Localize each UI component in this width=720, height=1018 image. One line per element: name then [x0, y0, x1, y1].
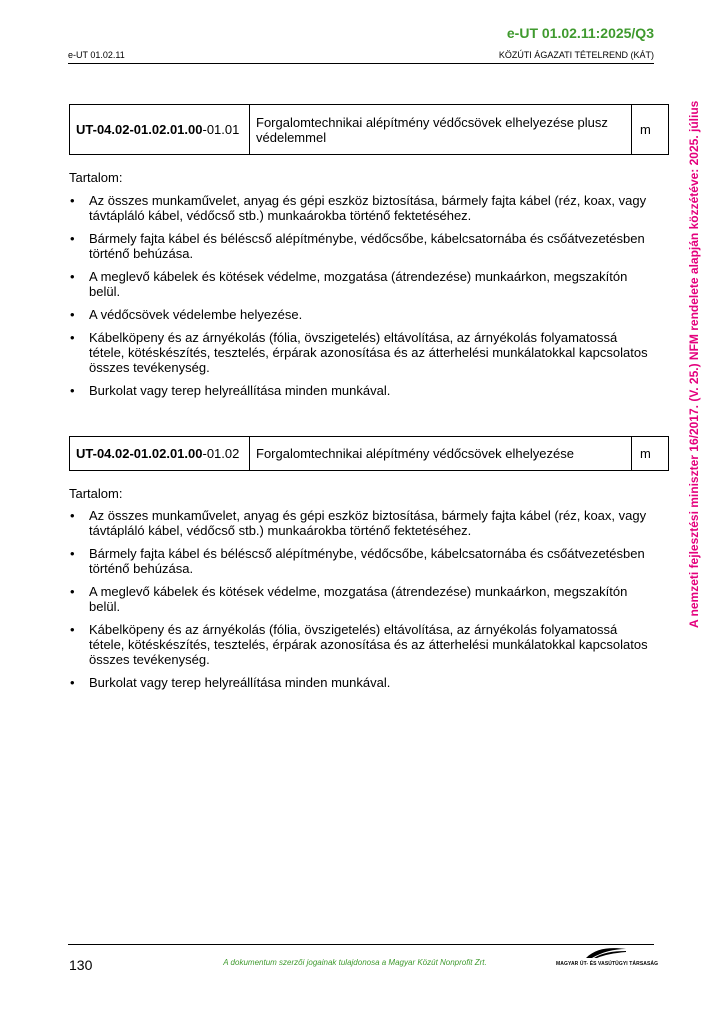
society-logo — [556, 946, 659, 972]
item-table-1 — [69, 104, 669, 155]
content-list-2 — [69, 508, 649, 698]
list-item: • A védőcsövek védelembe helyezése. — [69, 307, 649, 322]
item-table-2 — [69, 436, 669, 471]
content-label: Tartalom: — [69, 170, 123, 185]
list-item: • Kábelköpeny és az árnyékolás (fólia, övszigetelés) eltávolítása, az árnyékolás folyamatossá tétele, kötéskészítés, tesztelés, érpárak azonosítása és az átterhelési munkálatokkal kapcsolatos összes tevékenység. — [69, 622, 649, 667]
copyright-notice: A dokumentum szerzői jogainak tulajdonosa a Magyar Közút Nonprofit Zrt. — [223, 958, 487, 967]
item-code-bold: UT-04.02-01.02.01.00 — [76, 446, 203, 461]
road-swoosh-icon — [584, 946, 628, 960]
list-item: • Bármely fajta kábel és béléscső alépítménybe, védőcsőbe, kábelcsatornába és csőátvezetésben történő behúzása. — [69, 231, 649, 261]
list-item: • A meglevő kábelek és kötések védelme, mozgatása (átrendezése) munkaárkon, megszakítón belül. — [69, 269, 649, 299]
item-row — [70, 105, 669, 155]
list-item: • Az összes munkaművelet, anyag és gépi eszköz biztosítása, bármely fajta kábel (réz, koax, vagy távtápláló kábel, védőcső stb.) munkaárokba történő fektetéséhez. — [69, 508, 649, 538]
publication-side-note: A nemzeti fejlesztési miniszter 16/2017. (V. 25.) NFM rendelete alapján közzétéve: 2025. július — [687, 100, 701, 628]
page-number: 130 — [69, 957, 93, 973]
header-document-title: KÖZÚTI ÁGAZATI TÉTELREND (KÁT) — [498, 50, 654, 60]
list-item: • Az összes munkaművelet, anyag és gépi eszköz biztosítása, bármely fajta kábel (réz, koax, vagy távtápláló kábel, védőcső stb.) munkaárokba történő fektetéséhez. — [69, 193, 649, 223]
list-item: • Bármely fajta kábel és béléscső alépítménybe, védőcsőbe, kábelcsatornába és csőátvezetésben történő behúzása. — [69, 546, 649, 576]
footer-divider — [68, 944, 654, 945]
list-item: • Burkolat vagy terep helyreállítása minden munkával. — [69, 675, 649, 690]
content-label: Tartalom: — [69, 486, 123, 501]
item-unit: m — [632, 105, 669, 155]
header-divider — [68, 63, 654, 64]
content-list-1 — [69, 193, 649, 406]
item-code-suffix: -01.01 — [202, 122, 240, 137]
item-description: Forgalomtechnikai alépítmény védőcsövek elhelyezése — [250, 437, 632, 471]
list-item: • A meglevő kábelek és kötések védelme, mozgatása (átrendezése) munkaárkon, megszakítón belül. — [69, 584, 649, 614]
item-code — [70, 437, 250, 471]
header-document-id: e-UT 01.02.11 — [68, 50, 125, 60]
item-code-bold: UT-04.02-01.02.01.00 — [76, 122, 203, 137]
logo-text: MAGYAR ÚT- ÉS VASÚTÜGYI TÁRSASÁG — [556, 961, 659, 967]
item-code — [70, 105, 250, 155]
item-unit: m — [632, 437, 669, 471]
item-code-suffix: -01.02 — [202, 446, 240, 461]
list-item: • Kábelköpeny és az árnyékolás (fólia, övszigetelés) eltávolítása, az árnyékolás folyamatossá tétele, kötéskészítés, tesztelés, érpárak azonosítása és az átterhelési munkálatokkal kapcsolatos összes tevékenység. — [69, 330, 649, 375]
document-code: e-UT 01.02.11:2025/Q3 — [506, 25, 654, 41]
item-row — [70, 437, 669, 471]
item-description: Forgalomtechnikai alépítmény védőcsövek elhelyezése plusz védelemmel — [250, 105, 632, 155]
list-item: • Burkolat vagy terep helyreállítása minden munkával. — [69, 383, 649, 398]
